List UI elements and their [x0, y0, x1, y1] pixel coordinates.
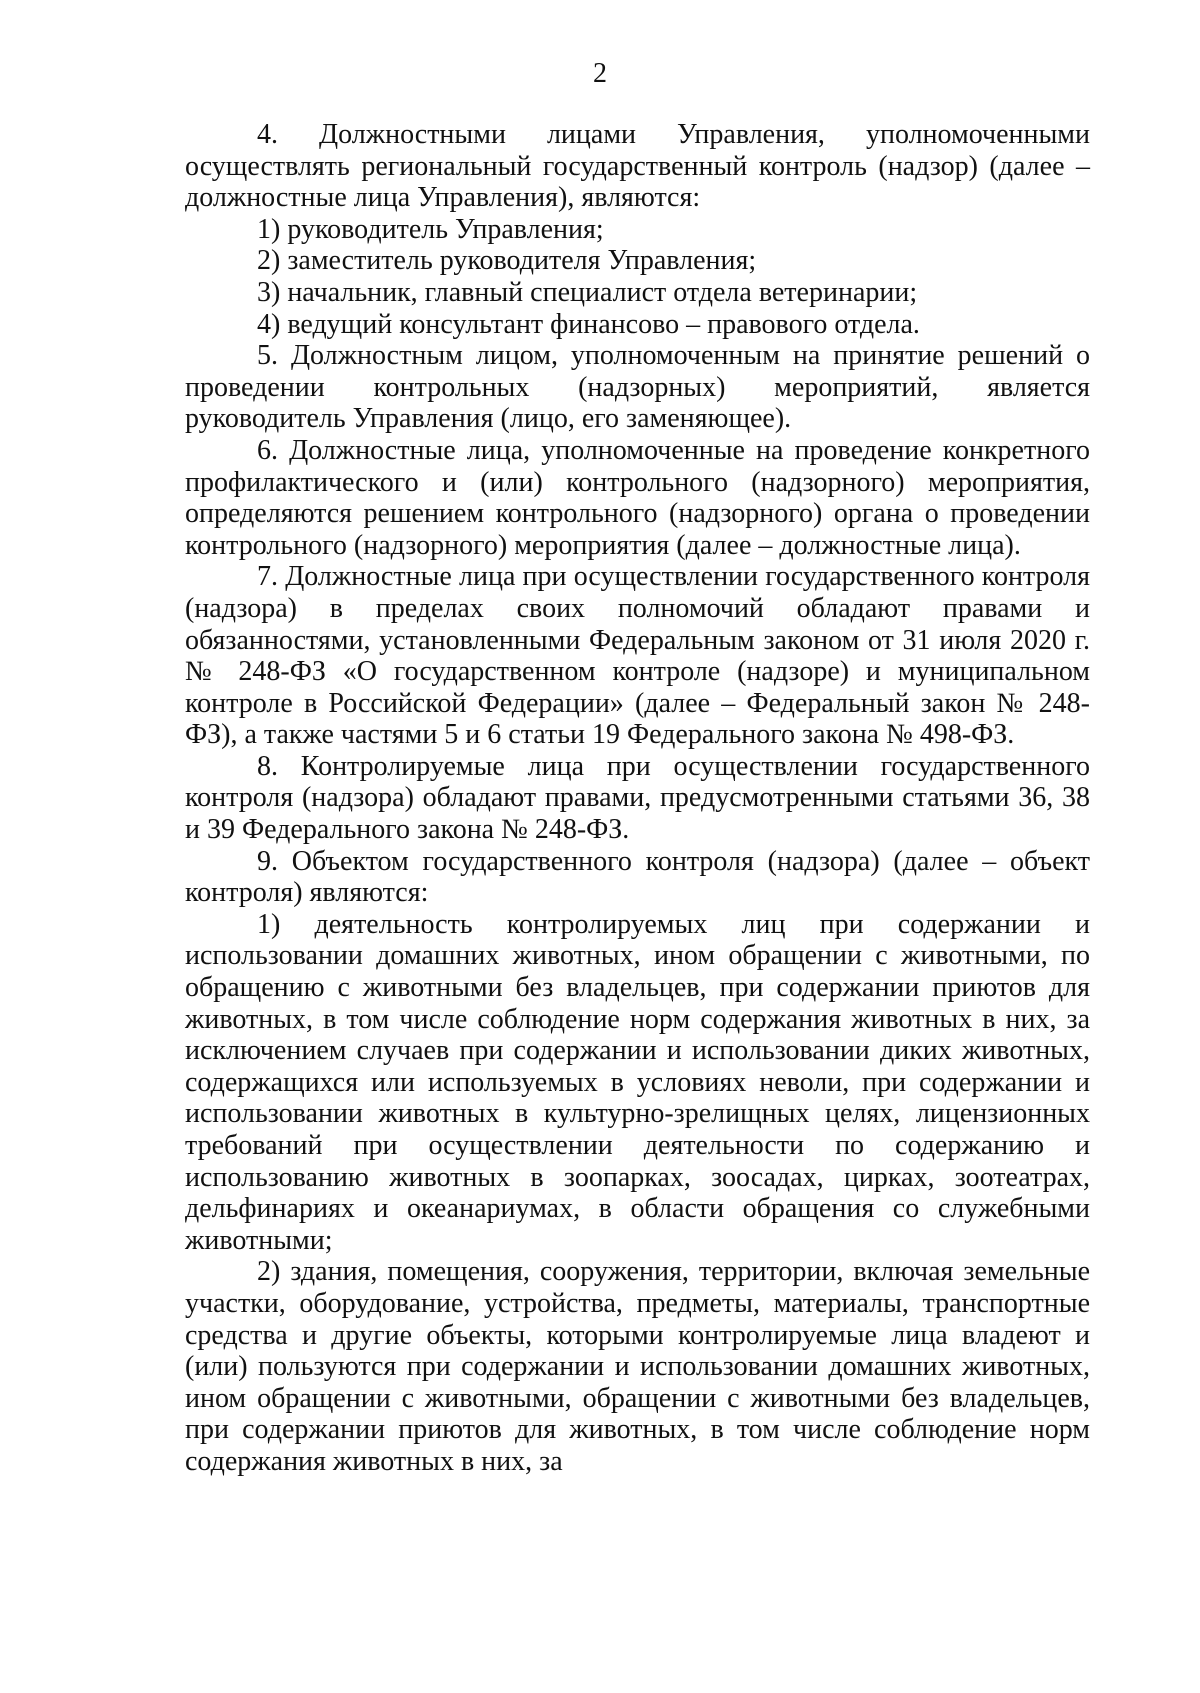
paragraph-7: 7. Должностные лица при осуществлении государственного контроля (надзора) в пределах своих полномочий обладают правами и обязанностями, установленными Федеральным законом от 31 июля 2020 г. № 248-ФЗ «О государственном контроле (надзоре) и муниципальном контроле в Российской Федерации» (далее – Федеральный закон № 248-ФЗ), а также частями 5 и 6 статьи 19 Федерального закона № 498-ФЗ.	[185, 561, 1090, 751]
document-body	[185, 119, 1090, 1478]
paragraph-4: 4. Должностными лицами Управления, уполномоченными осуществлять региональный государственный контроль (надзор) (далее – должностные лица Управления), являются:	[185, 119, 1090, 214]
page-number: 2	[593, 58, 607, 89]
paragraph-9-item-1: 1) деятельность контролируемых лиц при содержании и использовании домашних животных, ином обращении с животными, по обращению с животными без владельцев, при содержании приютов для животных, в том числе соблюдение норм содержания животных в них, за исключением случаев при содержании и использовании диких животных, содержащихся или используемых в условиях неволи, при содержании и использовании животных в культурно-зрелищных целях, лицензионных требований при осуществлении деятельности по содержанию и использованию животных в зоопарках, зоосадах, цирках, зоотеатрах, дельфинариях и океанариумах, в области обращения со служебными животными;	[185, 908, 1090, 1256]
list-item-2: 2) заместитель руководителя Управления;	[257, 245, 757, 277]
paragraph-6: 6. Должностные лица, уполномоченные на проведение конкретного профилактического и (или) контрольного (надзорного) мероприятия, определяются решением контрольного (надзорного) органа о проведении контрольного (надзорного) мероприятия (далее – должностные лица).	[185, 434, 1090, 561]
list-item-3: 3) начальник, главный специалист отдела ветеринарии;	[257, 276, 918, 308]
paragraph-5: 5. Должностным лицом, уполномоченным на принятие решений о проведении контрольных (надзорных) мероприятий, является руководитель Управления (лицо, его заменяющее).	[185, 340, 1090, 435]
paragraph-8: 8. Контролируемые лица при осуществлении государственного контроля (надзора) обладают правами, предусмотренными статьями 36, 38 и 39 Федерального закона № 248-ФЗ.	[185, 750, 1090, 846]
paragraph-9: 9. Объектом государственного контроля (надзора) (далее – объект контроля) являются:	[185, 845, 1090, 909]
paragraph-9-item-2: 2) здания, помещения, сооружения, территории, включая земельные участки, оборудование, устройства, предметы, материалы, транспортные средства и другие объекты, которыми контролируемые лица владеют и (или) пользуются при содержании и использовании домашних животных, ином обращении с животными, обращении с животными без владельцев, при содержании приютов для животных, в том числе соблюдение норм содержания животных в них, за	[185, 1256, 1090, 1477]
list-item-1: 1) руководитель Управления;	[257, 213, 604, 245]
list-item-4: 4) ведущий консультант финансово – правового отдела.	[257, 308, 920, 340]
